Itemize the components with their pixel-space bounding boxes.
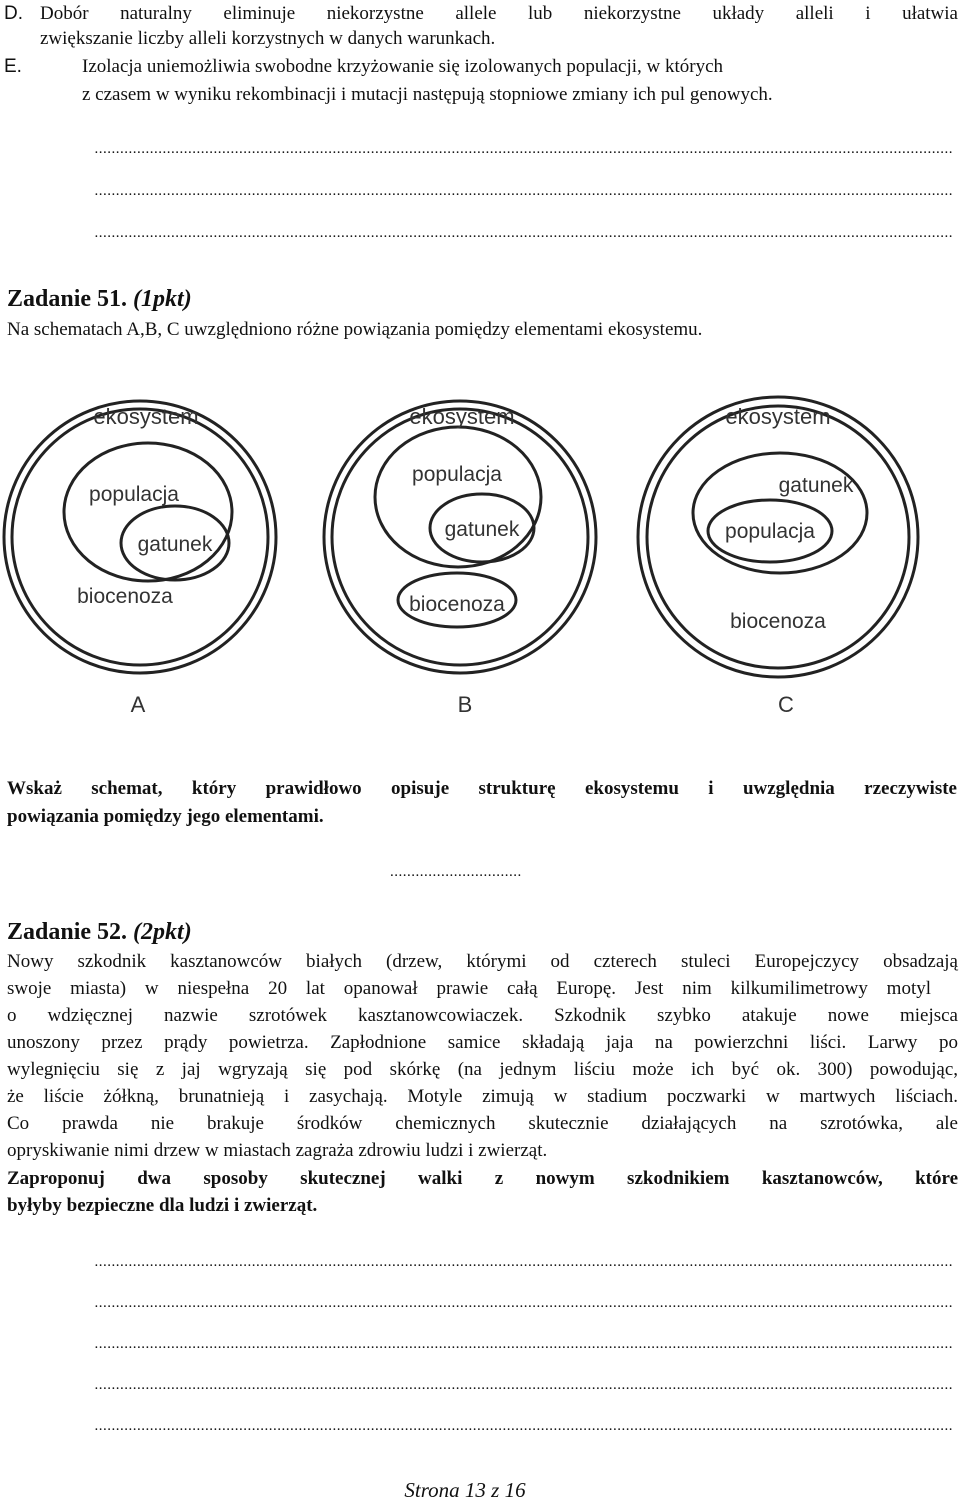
- answer-line: ..........................................................................................................................................................................................................: [94, 226, 953, 240]
- answer-line: ..........................................................................................................................................................................................................: [94, 1419, 953, 1433]
- task52-text-line: opryskiwanie nimi drzew w miastach zagraża zdrowiu ludzi i zwierząt.: [7, 1140, 548, 1161]
- scheme-b-ekosystem-label: ekosystem: [409, 404, 515, 429]
- task52-text-line: unoszony przez prądy powietrza. Zapłodnione samice składają jaja na powierzchni liści. Larwy po: [7, 1032, 958, 1053]
- scheme-b-gatunek-label: gatunek: [444, 518, 520, 541]
- task52-points: (2pkt): [133, 919, 192, 945]
- option-e-marker: E.: [4, 56, 22, 77]
- scheme-b-biocenoza-label: biocenoza: [409, 593, 505, 616]
- answer-line: ..........................................................................................................................................................................................................: [94, 184, 953, 198]
- option-e-line1: Izolacja uniemożliwia swobodne krzyżowanie się izolowanych populacji, w których: [82, 56, 724, 77]
- ecosystem-schemes-diagram: [0, 380, 960, 725]
- answer-line: ..........................................................................................................................................................................................................: [94, 1378, 953, 1392]
- scheme-a-letter: A: [130, 692, 146, 717]
- answer-line: ..........................................................................................................................................................................................................: [94, 1296, 953, 1310]
- option-d-line1: Dobór naturalny eliminuje niekorzystne allele lub niekorzystne układy alleli i ułatwia: [40, 3, 958, 24]
- page-footer: Strona 13 z 16: [404, 1478, 526, 1502]
- scheme-c-gatunek-label: gatunek: [778, 474, 854, 497]
- answer-line: ..........................................................................................................................................................................................................: [94, 142, 953, 156]
- option-d-line2: zwiększanie liczby alleli korzystnych w danych warunkach.: [40, 28, 496, 49]
- scheme-c-letter: C: [778, 692, 794, 717]
- task51-answer-line: ...............................: [390, 864, 522, 880]
- scheme-c: [638, 397, 918, 677]
- answer-line: ..........................................................................................................................................................................................................: [94, 1255, 953, 1269]
- task51-question-line1: Wskaż schemat, który prawidłowo opisuje strukturę ekosystemu i uwzględnia rzeczywiste: [7, 778, 957, 799]
- task52-title: Zadanie 52.: [7, 919, 128, 945]
- task52-text-line: swoje miasta) w niespełna 20 lat opanował prawie całą Europę. Jest nim kilkumilimetrowy motyl: [7, 978, 931, 999]
- option-d-marker: D.: [4, 3, 23, 24]
- task51-intro: Na schematach A,B, C uwzględniono różne powiązania pomiędzy elementami ekosystemu.: [7, 319, 703, 340]
- scheme-c-biocenoza-label: biocenoza: [730, 610, 826, 633]
- scheme-a-biocenoza-label: biocenoza: [77, 585, 173, 608]
- task51-title: Zadanie 51.: [7, 286, 128, 312]
- task51-heading: [7, 284, 192, 314]
- scheme-a-ekosystem-label: ekosystem: [93, 404, 199, 429]
- task52-text-line: Nowy szkodnik kasztanowców białych (drzew, którymi od czterech stuleci Europejczycy obsadzają: [7, 951, 958, 972]
- scheme-b-populacja-label: populacja: [412, 463, 502, 486]
- scheme-b-letter: B: [457, 692, 473, 717]
- scheme-c-ekosystem-label: ekosystem: [725, 404, 831, 429]
- task52-text-line: o wdzięcznej nazwie szrotówek kasztanowcowiaczek. Szkodnik szybko atakuje nowe miejsca: [7, 1005, 958, 1026]
- scheme-a-gatunek-label: gatunek: [137, 533, 213, 556]
- task52-text-line: Co prawda nie brakuje środków chemicznych skutecznie działających na szrotówka, ale: [7, 1113, 958, 1134]
- task52-text-line: wylegnięciu się z jaj wgryzają się pod skórkę (na jednym liściu może ich być ok. 300) powodując,: [7, 1059, 958, 1080]
- option-e-line2: z czasem w wyniku rekombinacji i mutacji następują stopniowe zmiany ich pul genowych.: [82, 84, 773, 105]
- task52-question-line2: byłyby bezpieczne dla ludzi i zwierząt.: [7, 1195, 318, 1216]
- answer-line: ..........................................................................................................................................................................................................: [94, 1337, 953, 1351]
- task52-question-line1: Zaproponuj dwa sposoby skutecznej walki z nowym szkodnikiem kasztanowców, które: [7, 1168, 958, 1189]
- scheme-c-populacja-label: populacja: [725, 520, 815, 543]
- task51-question-line2: powiązania pomiędzy jego elementami.: [7, 806, 324, 827]
- task52-text-line: że liście żółkną, brunatnieją i zasychają. Motyle zimują w stadium poczwarki w martwych liściach.: [7, 1086, 958, 1107]
- task52-heading: [7, 917, 192, 947]
- scheme-a: [4, 401, 276, 673]
- scheme-b: [324, 401, 596, 673]
- scheme-a-populacja-label: populacja: [89, 483, 179, 506]
- task51-points: (1pkt): [133, 286, 192, 312]
